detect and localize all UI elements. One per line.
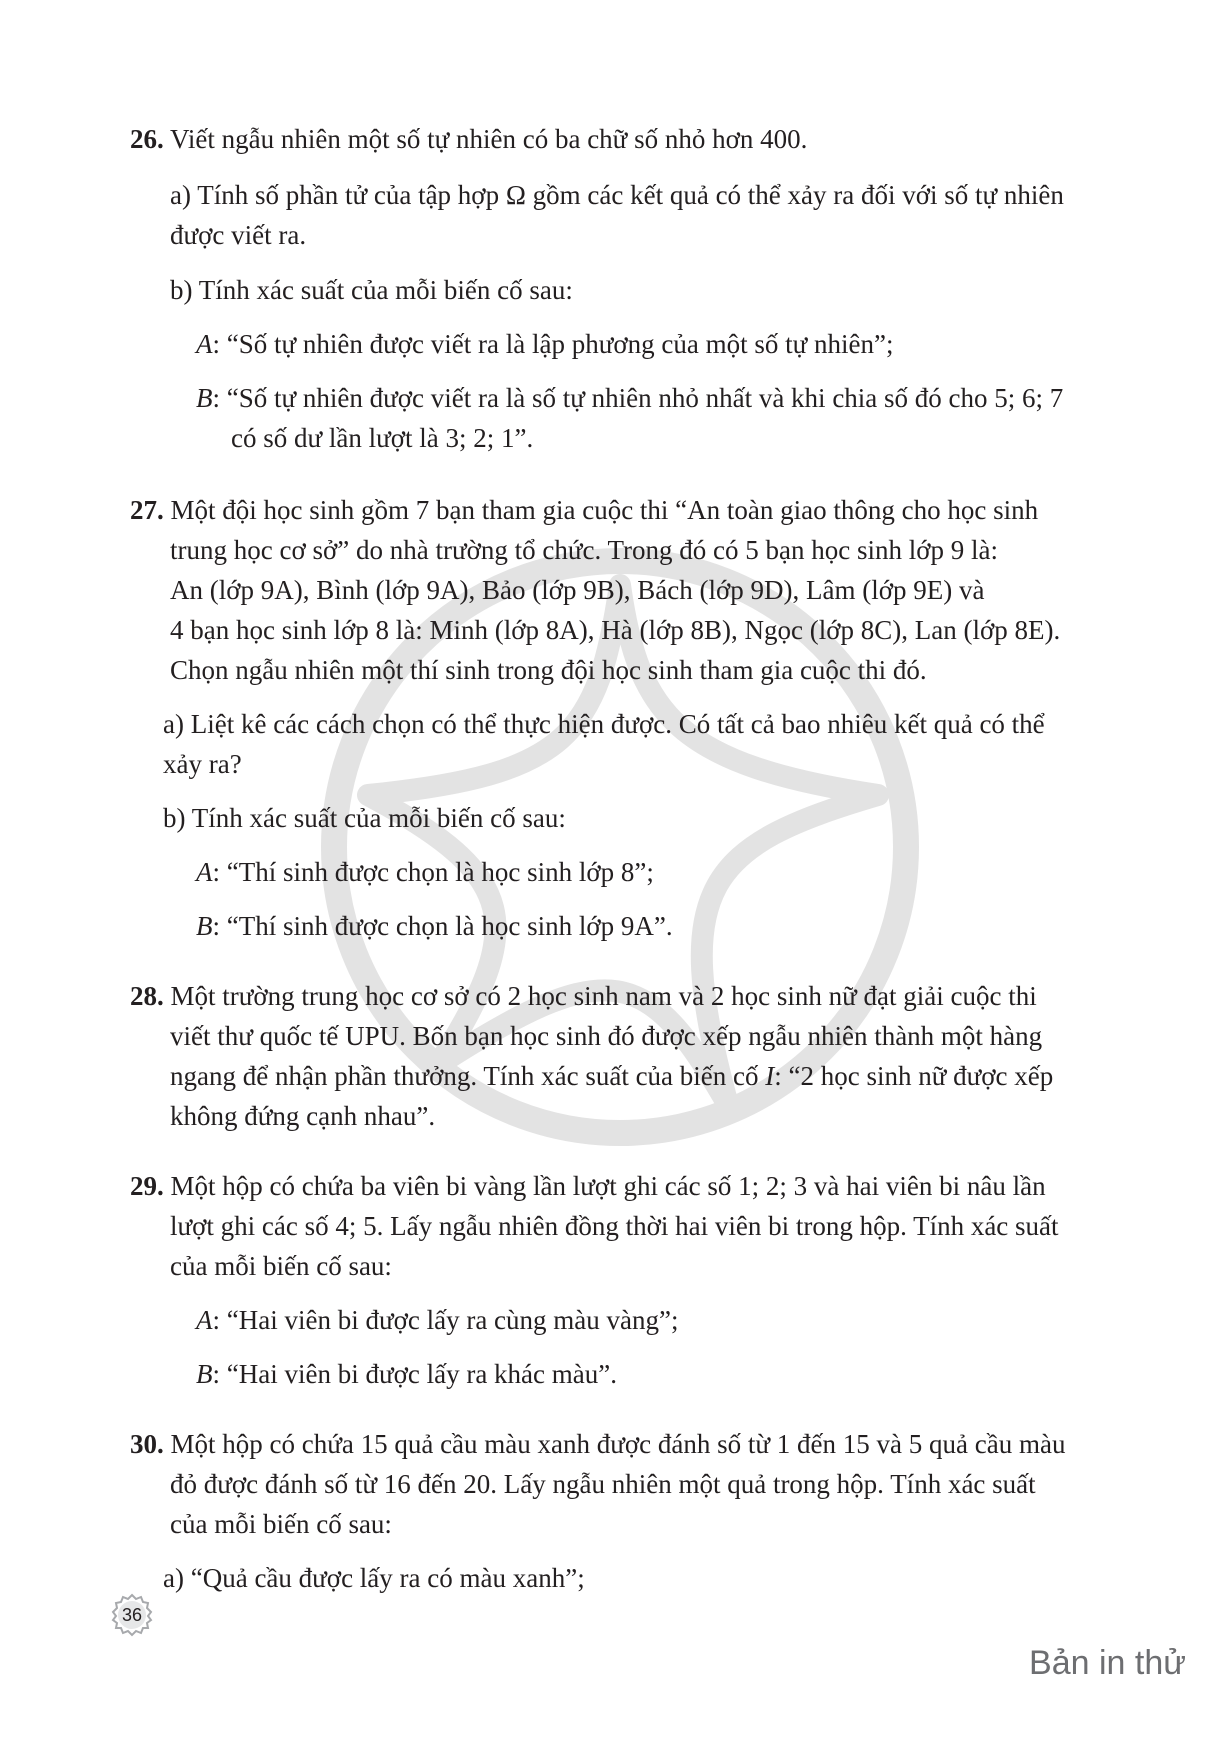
event-text: : “Thí sinh được chọn là học sinh lớp 8”; — [212, 857, 654, 887]
event-label: B — [196, 1359, 213, 1389]
problem-text: Một trường trung học cơ sở có 2 học sinh nam và 2 học sinh nữ đạt giải cuộc thi — [170, 981, 1037, 1011]
problem-27-part-a-line2: xảy ra? — [163, 749, 242, 779]
problem-text: Một hộp có chứa ba viên bi vàng lần lượt ghi các số 1; 2; 3 và hai viên bi nâu lần — [170, 1171, 1046, 1201]
problem-number: 29. — [130, 1171, 164, 1201]
problem-27-line5: Chọn ngẫu nhiên một thí sinh trong đội học sinh tham gia cuộc thi đó. — [170, 655, 927, 685]
problem-30-part-a: a) “Quả cầu được lấy ra có màu xanh”; — [163, 1563, 585, 1593]
event-text: : “Thí sinh được chọn là học sinh lớp 9A”. — [212, 911, 673, 941]
event-text: : “Số tự nhiên được viết ra là lập phương của một số tự nhiên”; — [212, 329, 894, 359]
problem-27-event-b — [196, 906, 673, 946]
problem-26-stem — [130, 119, 807, 159]
problem-26-event-a — [196, 324, 893, 364]
event-label: A — [196, 857, 213, 887]
problem-28-line2: viết thư quốc tế UPU. Bốn bạn học sinh đó được xếp ngẫu nhiên thành một hàng — [170, 1021, 1043, 1051]
problem-27-line2: trung học cơ sở” do nhà trường tổ chức. Trong đó có 5 bạn học sinh lớp 9 là: — [170, 535, 999, 565]
problem-26-event-b — [196, 378, 1063, 418]
problem-number: 27. — [130, 495, 164, 525]
event-label: I — [765, 1061, 775, 1091]
problem-text: ngang để nhận phần thưởng. Tính xác suất của biến cố — [170, 1061, 766, 1091]
problem-28-stem — [130, 976, 1037, 1016]
problem-29-event-b — [196, 1354, 617, 1394]
problem-29-line3: của mỗi biến cố sau: — [170, 1251, 392, 1281]
problem-28-line3 — [170, 1056, 1053, 1096]
problem-29-stem — [130, 1166, 1046, 1206]
problem-27-part-b: b) Tính xác suất của mỗi biến cố sau: — [163, 803, 566, 833]
problem-29-event-a — [196, 1300, 679, 1340]
page-number: 36 — [121, 1605, 143, 1625]
event-text: : “Hai viên bi được lấy ra cùng màu vàng”; — [212, 1305, 679, 1335]
event-label: A — [196, 329, 213, 359]
problem-30-line2: đỏ được đánh số từ 16 đến 20. Lấy ngẫu nhiên một quả trong hộp. Tính xác suất — [170, 1469, 1036, 1499]
problem-text: Một hộp có chứa 15 quả cầu màu xanh được đánh số từ 1 đến 15 và 5 quả cầu màu — [170, 1429, 1066, 1459]
event-text: : “2 học sinh nữ được xếp — [774, 1061, 1054, 1091]
problem-27-line4: 4 bạn học sinh lớp 8 là: Minh (lớp 8A), Hà (lớp 8B), Ngọc (lớp 8C), Lan (lớp 8E). — [170, 615, 1061, 645]
event-label: A — [196, 1305, 213, 1335]
problem-number: 28. — [130, 981, 164, 1011]
problem-26-event-b-line2: có số dư lần lượt là 3; 2; 1”. — [231, 423, 534, 453]
event-label: B — [196, 911, 213, 941]
problem-27-line3: An (lớp 9A), Bình (lớp 9A), Bảo (lớp 9B), Bách (lớp 9D), Lâm (lớp 9E) và — [170, 575, 985, 605]
problem-26-part-b: b) Tính xác suất của mỗi biến cố sau: — [170, 275, 573, 305]
problem-number: 30. — [130, 1429, 164, 1459]
page-number-badge — [110, 1593, 154, 1637]
problem-text: Viết ngẫu nhiên một số tự nhiên có ba chữ số nhỏ hơn 400. — [170, 124, 808, 154]
problem-26-part-a-line1: a) Tính số phần tử của tập hợp Ω gồm các kết quả có thể xảy ra đối với số tự nhiên — [170, 180, 1064, 210]
event-text: : “Hai viên bi được lấy ra khác màu”. — [212, 1359, 617, 1389]
problem-27-event-a — [196, 852, 654, 892]
problem-28-line4: không đứng cạnh nhau”. — [170, 1101, 436, 1131]
problem-text: Một đội học sinh gồm 7 bạn tham gia cuộc thi “An toàn giao thông cho học sinh — [170, 495, 1039, 525]
problem-number: 26. — [130, 124, 164, 154]
problem-30-stem — [130, 1424, 1065, 1464]
problem-26-part-a-line2: được viết ra. — [170, 220, 307, 250]
problem-27-stem — [130, 490, 1038, 530]
event-label: B — [196, 383, 213, 413]
footer-proof-mark: Bản in thử — [1029, 1644, 1186, 1682]
event-text: : “Số tự nhiên được viết ra là số tự nhiên nhỏ nhất và khi chia số đó cho 5; 6; 7 — [212, 383, 1064, 413]
problem-29-line2: lượt ghi các số 4; 5. Lấy ngẫu nhiên đồng thời hai viên bi trong hộp. Tính xác suất — [170, 1211, 1059, 1241]
problem-30-line3: của mỗi biến cố sau: — [170, 1509, 392, 1539]
problem-27-part-a-line1: a) Liệt kê các cách chọn có thể thực hiện được. Có tất cả bao nhiêu kết quả có thể — [163, 709, 1045, 739]
